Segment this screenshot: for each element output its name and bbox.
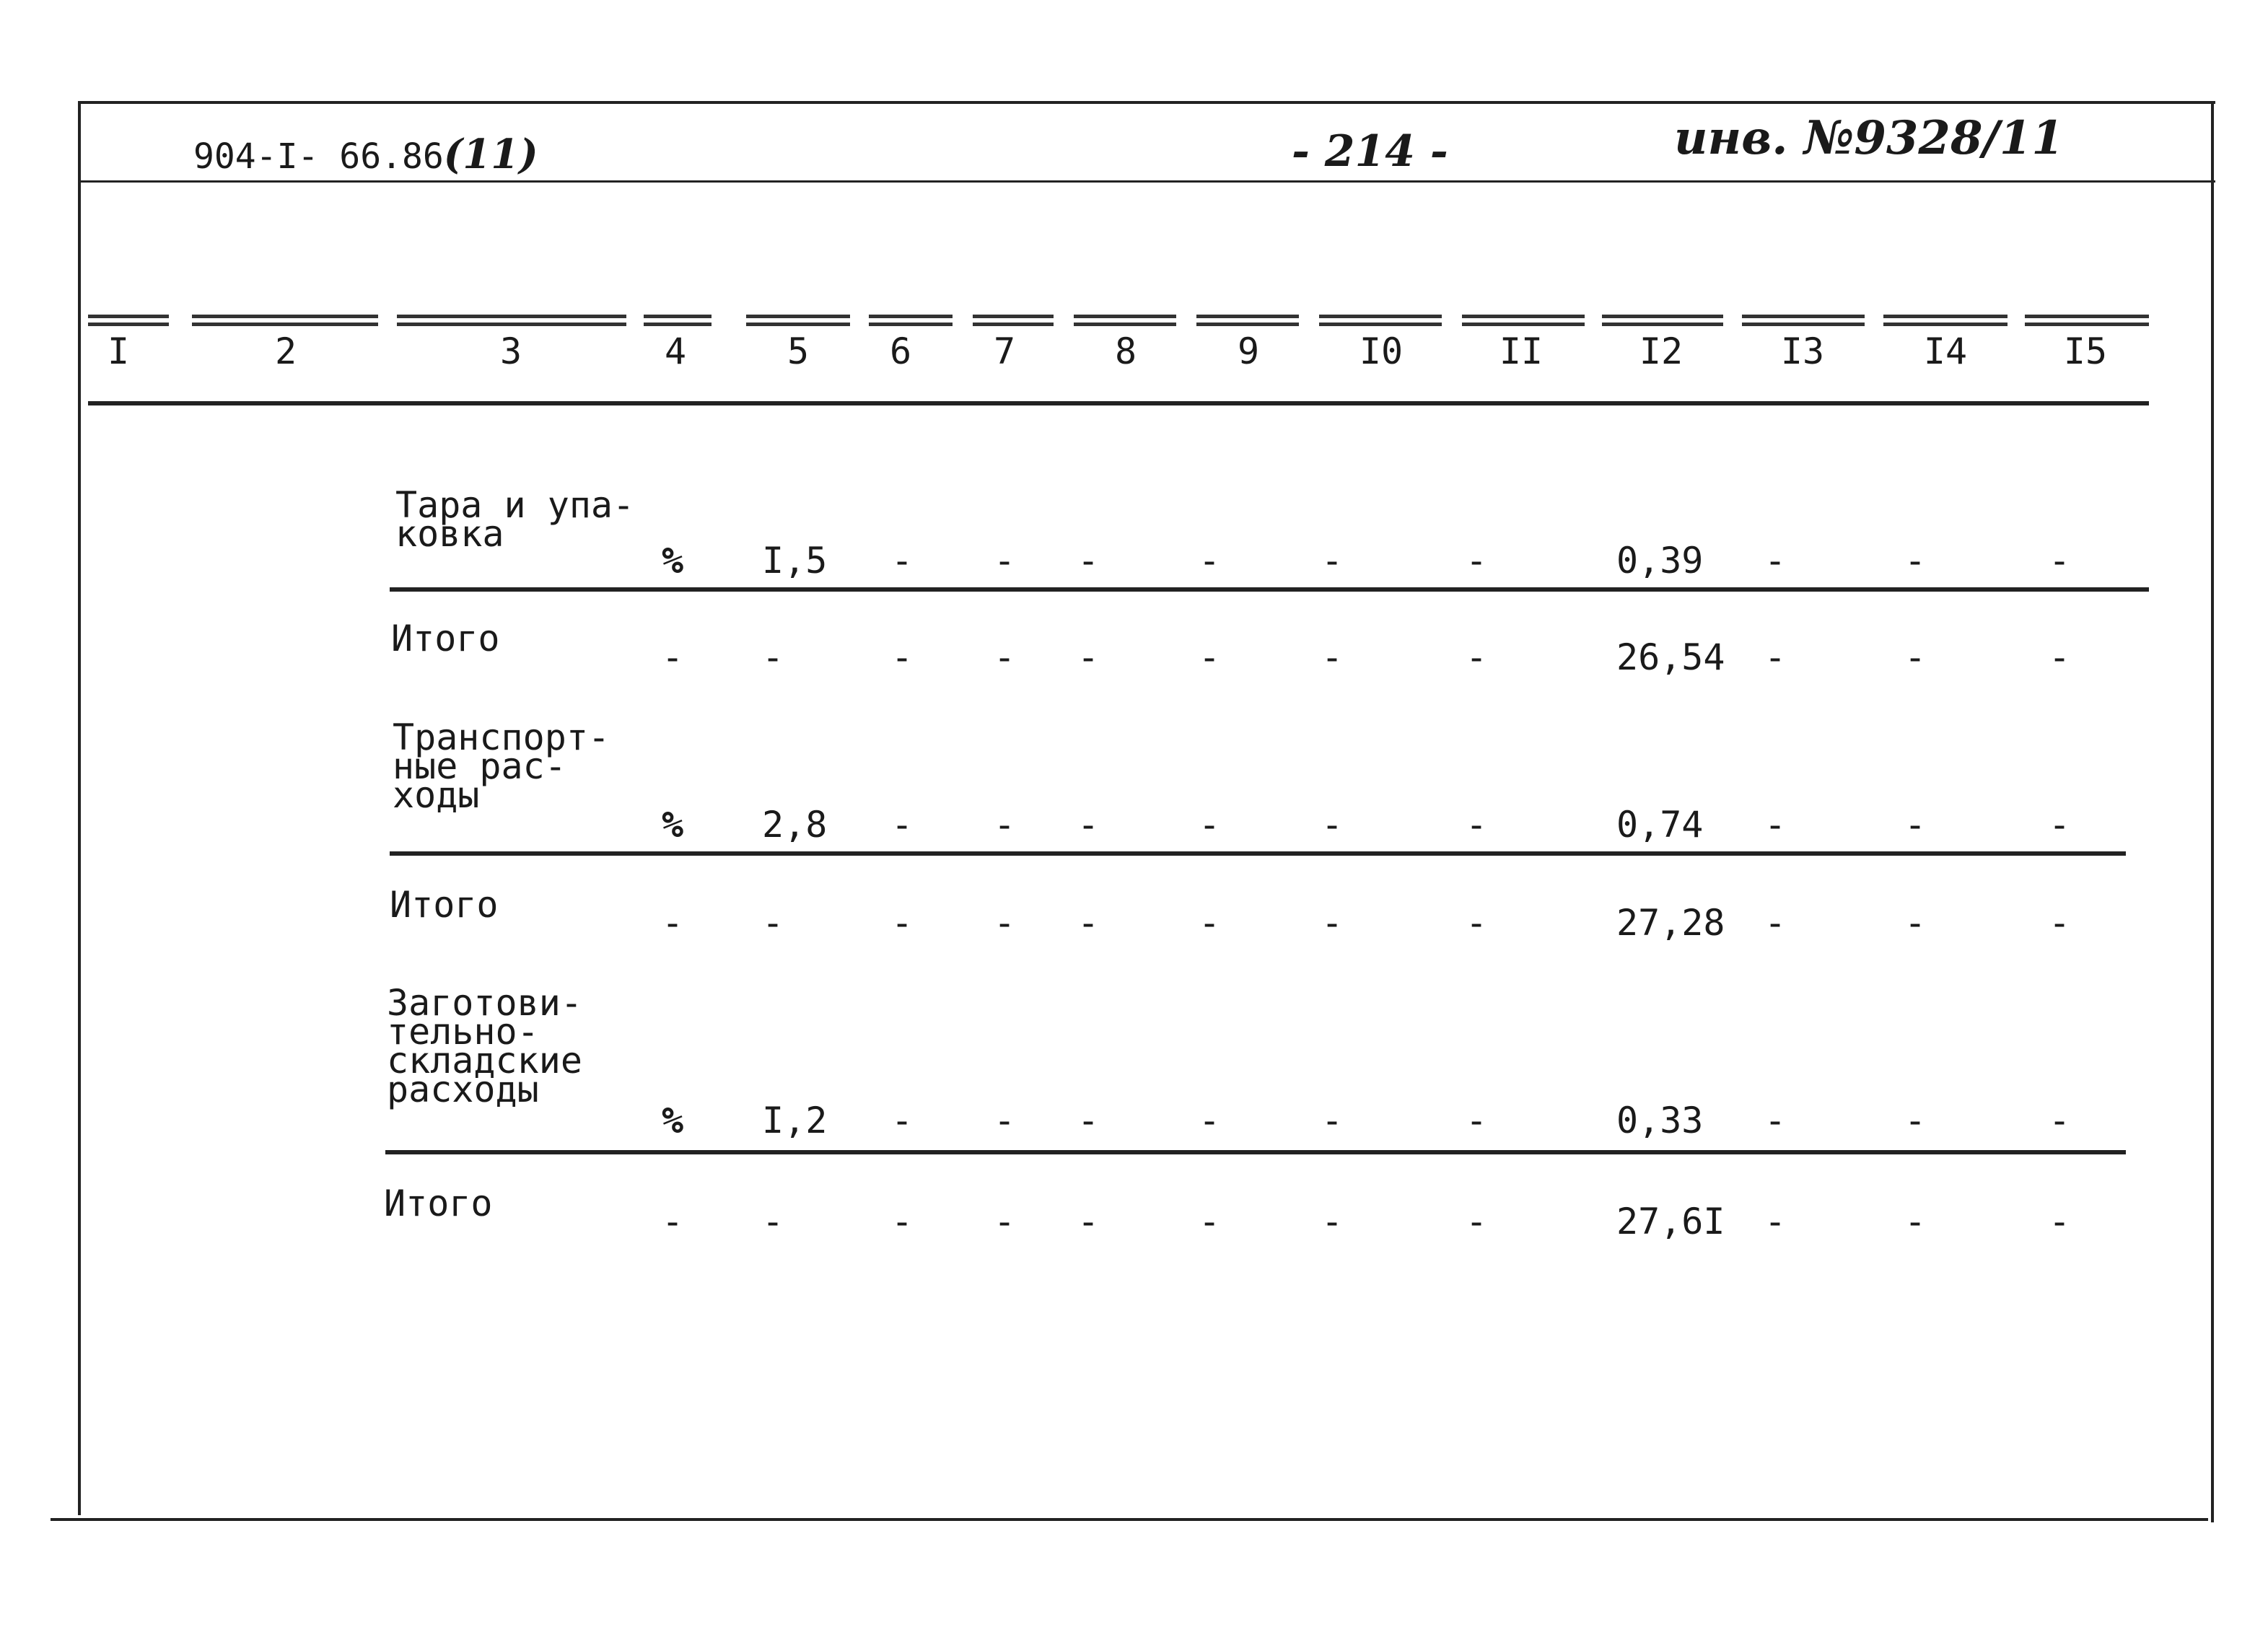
table-cell: - bbox=[1764, 636, 1787, 678]
table-cell: % bbox=[661, 540, 684, 582]
column-number: 3 bbox=[499, 330, 522, 372]
row-label: Итого bbox=[390, 884, 499, 926]
document-code bbox=[193, 131, 538, 178]
row-separator bbox=[390, 851, 2126, 856]
table-cell: % bbox=[661, 804, 684, 846]
table-cell: - bbox=[1077, 1100, 1100, 1141]
table-cell: - bbox=[762, 902, 784, 944]
table-cell: - bbox=[890, 1100, 914, 1141]
table-cell: - bbox=[1904, 636, 1927, 678]
table-cell: - bbox=[2048, 1100, 2071, 1141]
table-cell: - bbox=[1198, 804, 1221, 846]
column-number: 2 bbox=[274, 330, 297, 372]
table-cell: - bbox=[1077, 636, 1100, 678]
table-cell: - bbox=[1465, 902, 1488, 944]
col-rule bbox=[1196, 315, 1299, 326]
table-cell: - bbox=[1764, 1201, 1787, 1242]
table-cell: - bbox=[2048, 636, 2071, 678]
column-number: 7 bbox=[993, 330, 1016, 372]
table-cell: - bbox=[1904, 902, 1927, 944]
row-label: Итого bbox=[391, 618, 500, 659]
row-separator bbox=[385, 1150, 2126, 1154]
table-cell: - bbox=[661, 636, 684, 678]
col-rule bbox=[1742, 315, 1865, 326]
frame-top bbox=[79, 101, 2215, 104]
column-number: I0 bbox=[1359, 330, 1404, 372]
table-cell: - bbox=[1321, 636, 1344, 678]
column-number: 9 bbox=[1237, 330, 1260, 372]
header-divider bbox=[79, 180, 2215, 183]
table-cell: I,2 bbox=[762, 1100, 828, 1141]
column-number: I2 bbox=[1639, 330, 1684, 372]
row-label: Заготови- тельно- складские расходы bbox=[387, 982, 582, 1110]
table-cell: - bbox=[661, 902, 684, 944]
col-rule bbox=[869, 315, 953, 326]
table-cell: - bbox=[993, 1100, 1016, 1141]
document-code-number: 904-I- 66.86 bbox=[193, 136, 444, 177]
table-cell: - bbox=[762, 1201, 784, 1242]
table-cell: - bbox=[661, 1201, 684, 1242]
col-rule bbox=[1074, 315, 1176, 326]
table-cell: - bbox=[1198, 902, 1221, 944]
table-cell: I,5 bbox=[762, 540, 828, 582]
table-cell: - bbox=[890, 902, 914, 944]
table-cell: - bbox=[1465, 636, 1488, 678]
table-cell: - bbox=[1198, 1201, 1221, 1242]
table-cell: % bbox=[661, 1100, 684, 1141]
table-cell: - bbox=[1764, 1100, 1787, 1141]
header-bottom-rule bbox=[88, 401, 2149, 405]
table-cell: - bbox=[890, 1201, 914, 1242]
col-rule bbox=[88, 315, 169, 326]
col-rule bbox=[192, 315, 378, 326]
table-cell: - bbox=[1077, 902, 1100, 944]
table-cell: - bbox=[1077, 1201, 1100, 1242]
table-cell: - bbox=[1465, 804, 1488, 846]
table-cell: - bbox=[993, 804, 1016, 846]
table-cell: 26,54 bbox=[1616, 636, 1725, 678]
document-code-suffix: (11) bbox=[443, 131, 538, 178]
table-cell: - bbox=[1321, 1201, 1344, 1242]
table-cell: 0,74 bbox=[1616, 804, 1704, 846]
table-cell: - bbox=[1904, 1100, 1927, 1141]
column-number: I bbox=[107, 330, 130, 372]
table-cell: - bbox=[993, 540, 1016, 582]
row-label: Итого bbox=[384, 1183, 493, 1224]
table-cell: - bbox=[1764, 540, 1787, 582]
col-rule bbox=[1883, 315, 2008, 326]
col-rule bbox=[1462, 315, 1585, 326]
table-cell: - bbox=[890, 540, 914, 582]
col-rule bbox=[1319, 315, 1442, 326]
table-cell: - bbox=[1198, 636, 1221, 678]
table-cell: 27,6I bbox=[1616, 1201, 1725, 1242]
table-cell: - bbox=[1321, 902, 1344, 944]
table-cell: - bbox=[1198, 540, 1221, 582]
column-number: 5 bbox=[787, 330, 810, 372]
table-cell: - bbox=[993, 636, 1016, 678]
table-cell: - bbox=[1198, 1100, 1221, 1141]
table-cell: - bbox=[1465, 1201, 1488, 1242]
table-cell: 0,33 bbox=[1616, 1100, 1704, 1141]
column-number: 8 bbox=[1114, 330, 1137, 372]
col-rule bbox=[397, 315, 626, 326]
table-cell: - bbox=[993, 902, 1016, 944]
col-rule bbox=[973, 315, 1054, 326]
frame-right bbox=[2211, 101, 2214, 1522]
column-number: I4 bbox=[1923, 330, 1968, 372]
frame-left bbox=[78, 101, 81, 1515]
table-cell: - bbox=[2048, 804, 2071, 846]
col-rule bbox=[1602, 315, 1723, 326]
table-cell: - bbox=[2048, 902, 2071, 944]
table-cell: - bbox=[2048, 540, 2071, 582]
column-number: I3 bbox=[1780, 330, 1825, 372]
row-label: Тара и упа- ковка bbox=[395, 484, 635, 555]
column-number: 4 bbox=[664, 330, 687, 372]
col-rule bbox=[746, 315, 850, 326]
row-label: Транспорт- ные рас- ходы bbox=[393, 716, 610, 816]
col-rule bbox=[2025, 315, 2149, 326]
col-rule bbox=[644, 315, 712, 326]
frame-bottom bbox=[51, 1518, 2208, 1521]
table-cell: - bbox=[1904, 540, 1927, 582]
column-number: 6 bbox=[889, 330, 912, 372]
table-cell: - bbox=[890, 636, 914, 678]
page-number: - 214 - bbox=[1292, 126, 1448, 177]
table-cell: - bbox=[1764, 804, 1787, 846]
table-cell: 27,28 bbox=[1616, 902, 1725, 944]
table-cell: 0,39 bbox=[1616, 540, 1704, 582]
table-cell: 2,8 bbox=[762, 804, 828, 846]
table-cell: - bbox=[762, 636, 784, 678]
table-cell: - bbox=[1077, 804, 1100, 846]
table-cell: - bbox=[1321, 804, 1344, 846]
table-cell: - bbox=[1465, 540, 1488, 582]
table-cell: - bbox=[1764, 902, 1787, 944]
inventory-number: инв. №9328/11 bbox=[1674, 111, 2064, 165]
table-cell: - bbox=[1077, 540, 1100, 582]
row-separator bbox=[390, 587, 2149, 592]
table-cell: - bbox=[993, 1201, 1016, 1242]
table-cell: - bbox=[1321, 1100, 1344, 1141]
table-cell: - bbox=[1904, 1201, 1927, 1242]
column-number: II bbox=[1499, 330, 1544, 372]
table-cell: - bbox=[1465, 1100, 1488, 1141]
table-cell: - bbox=[1321, 540, 1344, 582]
table-cell: - bbox=[890, 804, 914, 846]
table-cell: - bbox=[2048, 1201, 2071, 1242]
table-cell: - bbox=[1904, 804, 1927, 846]
column-number: I5 bbox=[2063, 330, 2108, 372]
